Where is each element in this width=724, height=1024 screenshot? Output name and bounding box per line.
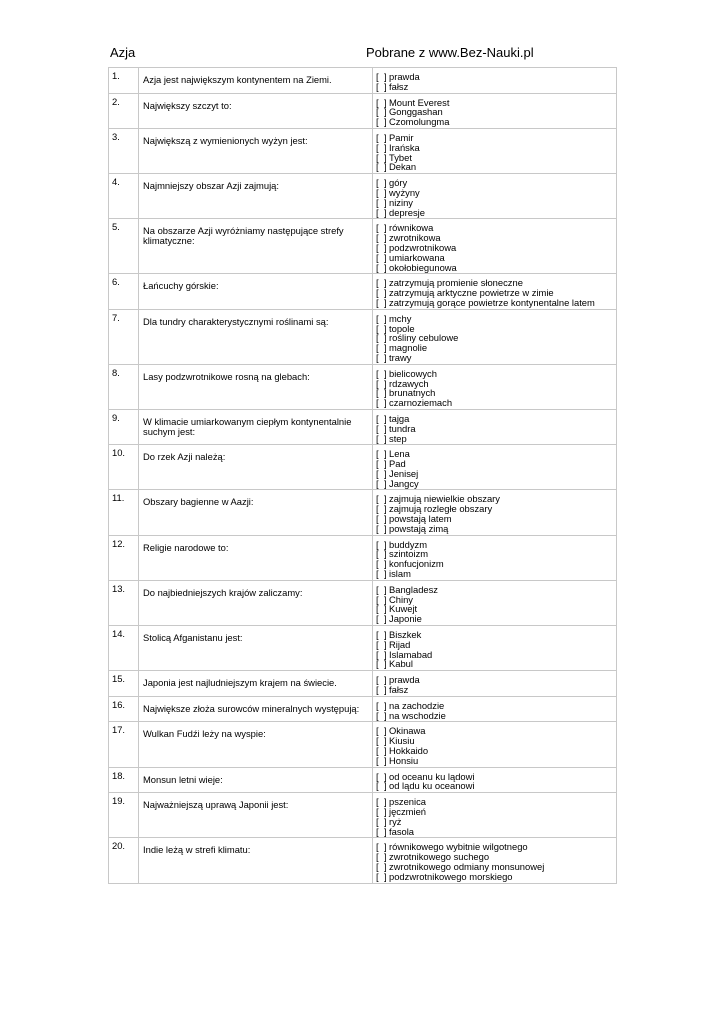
answer-option-label: bielicowych xyxy=(389,367,437,379)
answer-option-label: ryż xyxy=(389,815,402,827)
answer-option-label: umiarkowana xyxy=(389,251,445,263)
answer-option xyxy=(376,82,614,92)
checkbox-brackets[interactable]: [ ] xyxy=(376,131,387,143)
checkbox-brackets[interactable]: [ ] xyxy=(376,367,387,379)
checkbox-brackets[interactable]: [ ] xyxy=(376,296,387,308)
checkbox-brackets[interactable]: [ ] xyxy=(376,71,387,82)
answer-option-label: fasola xyxy=(389,825,415,837)
answer-option xyxy=(376,72,614,82)
answer-option-label: Tybet xyxy=(389,151,412,163)
question-row xyxy=(109,309,617,364)
question-number: 17. xyxy=(109,722,139,767)
checkbox-brackets[interactable]: [ ] xyxy=(376,177,387,189)
answer-option-label: Irańska xyxy=(389,141,420,153)
answer-option xyxy=(376,569,614,579)
answer-options xyxy=(373,580,617,625)
checkbox-brackets[interactable]: [ ] xyxy=(376,422,387,434)
answer-option-label: jęczmień xyxy=(389,806,426,817)
answer-option-label: prawda xyxy=(389,71,420,82)
answer-option-label: Kabul xyxy=(389,658,413,670)
answer-options xyxy=(373,128,617,173)
answer-option xyxy=(376,675,614,685)
checkbox-brackets[interactable]: [ ] xyxy=(376,222,387,234)
answer-option xyxy=(376,685,614,695)
question-text: Łańcuchy górskie: xyxy=(139,274,373,309)
question-number: 14. xyxy=(109,626,139,671)
answer-options xyxy=(373,68,617,94)
answer-option xyxy=(376,434,614,444)
question-row xyxy=(109,219,617,274)
checkbox-brackets[interactable]: [ ] xyxy=(376,684,387,696)
answer-option-label: rdzawych xyxy=(389,377,429,389)
checkbox-brackets[interactable]: [ ] xyxy=(376,467,387,479)
checkbox-brackets[interactable]: [ ] xyxy=(376,448,387,460)
answer-option xyxy=(376,756,614,766)
checkbox-brackets[interactable]: [ ] xyxy=(376,796,387,808)
answer-option-label: Biszkek xyxy=(389,629,422,641)
answer-option-label: Lena xyxy=(389,448,410,460)
answer-options xyxy=(373,445,617,490)
checkbox-brackets[interactable]: [ ] xyxy=(376,674,387,686)
answer-option-label: Czomolungma xyxy=(389,116,450,128)
answer-option-label: Bangladesz xyxy=(389,583,438,595)
question-text: Największy szczyt to: xyxy=(139,93,373,128)
question-number: 18. xyxy=(109,767,139,793)
question-number: 15. xyxy=(109,671,139,697)
checkbox-brackets[interactable]: [ ] xyxy=(376,116,387,128)
question-row xyxy=(109,128,617,173)
answer-option-label: trawy xyxy=(389,351,412,363)
answer-option-label: zatrzymują promienie słoneczne xyxy=(389,277,523,289)
question-number: 7. xyxy=(109,309,139,364)
answer-option-label: od oceanu ku lądowi xyxy=(389,770,475,782)
answer-option-label: Mount Everest xyxy=(389,96,450,108)
checkbox-brackets[interactable]: [ ] xyxy=(376,841,387,853)
question-text: Najmniejszy obszar Azji zajmują: xyxy=(139,174,373,219)
answer-option-label: okołobiegunowa xyxy=(389,261,457,273)
checkbox-brackets[interactable]: [ ] xyxy=(376,151,387,163)
source-label: Pobrane z www.Bez-Nauki.pl xyxy=(366,45,534,60)
question-text: Azja jest największym kontynentem na Ziemi. xyxy=(139,68,373,94)
checkbox-brackets[interactable]: [ ] xyxy=(376,397,387,409)
answer-option-label: Gonggashan xyxy=(389,106,443,118)
answer-option-label: Pad xyxy=(389,458,406,470)
question-number: 3. xyxy=(109,128,139,173)
answer-option-label: Dekan xyxy=(389,161,417,173)
answer-option-label: Okinawa xyxy=(389,725,426,737)
answer-option-label: Hokkaido xyxy=(389,745,429,757)
answer-option-label: Pamir xyxy=(389,131,414,143)
checkbox-brackets[interactable]: [ ] xyxy=(376,725,387,737)
answer-option-label: równikowego wybitnie wilgotnego xyxy=(389,841,528,853)
answer-option xyxy=(376,614,614,624)
checkbox-brackets[interactable]: [ ] xyxy=(376,603,387,615)
checkbox-brackets[interactable]: [ ] xyxy=(376,815,387,827)
checkbox-brackets[interactable]: [ ] xyxy=(376,754,387,766)
answer-option-label: na zachodzie xyxy=(389,699,445,711)
question-row xyxy=(109,535,617,580)
answer-options xyxy=(373,409,617,444)
question-row xyxy=(109,274,617,309)
quiz-table xyxy=(108,67,617,884)
question-text: Do rzek Azji należą: xyxy=(139,445,373,490)
checkbox-brackets[interactable]: [ ] xyxy=(376,322,387,334)
answer-options xyxy=(373,767,617,793)
question-row xyxy=(109,68,617,94)
checkbox-brackets[interactable]: [ ] xyxy=(376,342,387,354)
page-header xyxy=(110,45,610,67)
checkbox-brackets[interactable]: [ ] xyxy=(376,477,387,489)
answer-options xyxy=(373,626,617,671)
question-row xyxy=(109,445,617,490)
answer-option-label: rośliny cebulowe xyxy=(389,332,459,344)
answer-option xyxy=(376,162,614,172)
checkbox-brackets[interactable]: [ ] xyxy=(376,251,387,263)
checkbox-brackets[interactable]: [ ] xyxy=(376,522,387,534)
answer-option-label: mchy xyxy=(389,312,412,324)
answer-option-label: magnolie xyxy=(389,342,428,354)
answer-option-label: Kiusiu xyxy=(389,735,415,747)
checkbox-brackets[interactable]: [ ] xyxy=(376,503,387,515)
answer-options xyxy=(373,274,617,309)
checkbox-brackets[interactable]: [ ] xyxy=(376,458,387,470)
answer-option-label: tundra xyxy=(389,422,416,434)
answer-option xyxy=(376,263,614,273)
answer-options xyxy=(373,174,617,219)
checkbox-brackets[interactable]: [ ] xyxy=(376,548,387,560)
checkbox-brackets[interactable]: [ ] xyxy=(376,780,387,792)
question-number: 11. xyxy=(109,490,139,535)
answer-option-label: step xyxy=(389,432,407,444)
checkbox-brackets[interactable]: [ ] xyxy=(376,432,387,444)
answer-option-label: podzwrotnikowego morskiego xyxy=(389,870,513,882)
answer-option-label: zatrzymują arktyczne powietrze w zimie xyxy=(389,287,554,299)
answer-option xyxy=(376,827,614,837)
answer-option xyxy=(376,781,614,791)
checkbox-brackets[interactable]: [ ] xyxy=(376,161,387,173)
question-row xyxy=(109,671,617,697)
answer-option-label: Japonie xyxy=(389,613,422,625)
answer-option xyxy=(376,559,614,569)
question-text: Lasy podzwrotnikowe rosną na glebach: xyxy=(139,364,373,409)
answer-options xyxy=(373,696,617,722)
checkbox-brackets[interactable]: [ ] xyxy=(376,558,387,570)
answer-option xyxy=(376,479,614,489)
answer-option-label: powstają zimą xyxy=(389,522,449,534)
answer-option-label: Chiny xyxy=(389,593,413,605)
question-number: 4. xyxy=(109,174,139,219)
checkbox-brackets[interactable]: [ ] xyxy=(376,851,387,863)
answer-option xyxy=(376,659,614,669)
question-text: Indie leżą w strefi klimatu: xyxy=(139,838,373,883)
checkbox-brackets[interactable]: [ ] xyxy=(376,699,387,711)
question-number: 1. xyxy=(109,68,139,94)
answer-option-label: wyżyny xyxy=(389,186,420,198)
checkbox-brackets[interactable]: [ ] xyxy=(376,96,387,108)
answer-option xyxy=(376,343,614,353)
checkbox-brackets[interactable]: [ ] xyxy=(376,206,387,218)
answer-option-label: Jangcy xyxy=(389,477,419,489)
checkbox-brackets[interactable]: [ ] xyxy=(376,141,387,153)
answer-option-label: pszenica xyxy=(389,796,427,808)
question-row xyxy=(109,722,617,767)
answer-options xyxy=(373,309,617,364)
checkbox-brackets[interactable]: [ ] xyxy=(376,860,387,872)
question-row xyxy=(109,93,617,128)
checkbox-brackets[interactable]: [ ] xyxy=(376,568,387,580)
answer-option-label: Honsiu xyxy=(389,754,419,766)
answer-option-label: zwrotnikowego suchego xyxy=(389,851,490,863)
checkbox-brackets[interactable]: [ ] xyxy=(376,825,387,837)
question-row xyxy=(109,174,617,219)
question-number: 6. xyxy=(109,274,139,309)
question-text: Najważniejszą uprawą Japonii jest: xyxy=(139,793,373,838)
answer-option xyxy=(376,117,614,127)
answer-option-label: niziny xyxy=(389,196,413,208)
answer-option-label: od lądu ku oceanowi xyxy=(389,780,475,792)
question-number: 8. xyxy=(109,364,139,409)
answer-option-label: Rijad xyxy=(389,638,411,650)
answer-options xyxy=(373,93,617,128)
question-row xyxy=(109,364,617,409)
answer-option xyxy=(376,524,614,534)
question-number: 9. xyxy=(109,409,139,444)
question-number: 2. xyxy=(109,93,139,128)
answer-option xyxy=(376,424,614,434)
question-number: 13. xyxy=(109,580,139,625)
answer-options xyxy=(373,793,617,838)
question-text: Największe złoża surowców mineralnych występują: xyxy=(139,696,373,722)
checkbox-brackets[interactable]: [ ] xyxy=(376,770,387,782)
question-row xyxy=(109,793,617,838)
checkbox-brackets[interactable]: [ ] xyxy=(376,332,387,344)
checkbox-brackets[interactable]: [ ] xyxy=(376,593,387,605)
checkbox-brackets[interactable]: [ ] xyxy=(376,538,387,550)
checkbox-brackets[interactable]: [ ] xyxy=(376,312,387,324)
checkbox-brackets[interactable]: [ ] xyxy=(376,658,387,670)
question-number: 16. xyxy=(109,696,139,722)
checkbox-brackets[interactable]: [ ] xyxy=(376,613,387,625)
checkbox-brackets[interactable]: [ ] xyxy=(376,261,387,273)
answer-option-label: prawda xyxy=(389,674,420,686)
question-number: 5. xyxy=(109,219,139,274)
answer-options xyxy=(373,722,617,767)
checkbox-brackets[interactable]: [ ] xyxy=(376,232,387,244)
checkbox-brackets[interactable]: [ ] xyxy=(376,196,387,208)
answer-options xyxy=(373,364,617,409)
answer-option xyxy=(376,872,614,882)
checkbox-brackets[interactable]: [ ] xyxy=(376,351,387,363)
answer-option xyxy=(376,711,614,721)
question-row xyxy=(109,626,617,671)
question-row xyxy=(109,490,617,535)
answer-option-label: szintoizm xyxy=(389,548,429,560)
checkbox-brackets[interactable]: [ ] xyxy=(376,806,387,817)
answer-option-label: zwrotnikowego odmiany monsunowej xyxy=(389,860,545,872)
checkbox-brackets[interactable]: [ ] xyxy=(376,80,387,92)
checkbox-brackets[interactable]: [ ] xyxy=(376,638,387,650)
checkbox-brackets[interactable]: [ ] xyxy=(376,870,387,882)
answer-option xyxy=(376,208,614,218)
answer-option xyxy=(376,353,614,363)
question-row xyxy=(109,838,617,883)
question-text: Na obszarze Azji wyróżniamy następujące strefy klimatyczne: xyxy=(139,219,373,274)
answer-option-label: zwrotnikowa xyxy=(389,232,441,244)
question-text: Największą z wymienionych wyżyn jest: xyxy=(139,128,373,173)
question-text: Monsun letni wieje: xyxy=(139,767,373,793)
answer-option-label: Kuwejt xyxy=(389,603,418,615)
answer-option-label: Jenisej xyxy=(389,467,419,479)
answer-option xyxy=(376,630,614,640)
answer-option-label: zatrzymują gorące powietrze kontynentalne latem xyxy=(389,296,595,308)
checkbox-brackets[interactable]: [ ] xyxy=(376,513,387,525)
checkbox-brackets[interactable]: [ ] xyxy=(376,709,387,721)
answer-option-label: równikowa xyxy=(389,222,434,234)
answer-option-label: powstają latem xyxy=(389,513,452,525)
answer-option-label: brunatnych xyxy=(389,387,436,399)
answer-options xyxy=(373,490,617,535)
checkbox-brackets[interactable]: [ ] xyxy=(376,745,387,757)
answer-option-label: depresje xyxy=(389,206,425,218)
answer-option xyxy=(376,398,614,408)
answer-option xyxy=(376,449,614,459)
question-text: W klimacie umiarkowanym ciepłym kontynentalnie suchym jest: xyxy=(139,409,373,444)
checkbox-brackets[interactable]: [ ] xyxy=(376,412,387,424)
answer-option-label: fałsz xyxy=(389,684,409,696)
checkbox-brackets[interactable]: [ ] xyxy=(376,186,387,198)
answer-options xyxy=(373,219,617,274)
question-row xyxy=(109,409,617,444)
answer-options xyxy=(373,838,617,883)
question-text: Do najbiedniejszych krajów zaliczamy: xyxy=(139,580,373,625)
question-number: 10. xyxy=(109,445,139,490)
question-row xyxy=(109,580,617,625)
question-text: Dla tundry charakterystycznymi roślinami są: xyxy=(139,309,373,364)
question-text: Obszary bagienne w Aazji: xyxy=(139,490,373,535)
checkbox-brackets[interactable]: [ ] xyxy=(376,106,387,118)
answer-options xyxy=(373,535,617,580)
checkbox-brackets[interactable]: [ ] xyxy=(376,648,387,660)
answer-option-label: góry xyxy=(389,177,408,189)
page-title: Azja xyxy=(110,45,136,60)
question-row xyxy=(109,767,617,793)
question-text: Stolicą Afganistanu jest: xyxy=(139,626,373,671)
checkbox-brackets[interactable]: [ ] xyxy=(376,387,387,399)
question-number: 12. xyxy=(109,535,139,580)
answer-option-label: konfucjonizm xyxy=(389,558,444,570)
checkbox-brackets[interactable]: [ ] xyxy=(376,583,387,595)
checkbox-brackets[interactable]: [ ] xyxy=(376,287,387,299)
answer-option xyxy=(376,807,614,817)
answer-option-label: islam xyxy=(389,568,411,580)
checkbox-brackets[interactable]: [ ] xyxy=(376,277,387,289)
checkbox-brackets[interactable]: [ ] xyxy=(376,629,387,641)
answer-option-label: topole xyxy=(389,322,415,334)
checkbox-brackets[interactable]: [ ] xyxy=(376,735,387,747)
answer-option xyxy=(376,298,614,308)
question-text: Japonia jest najludniejszym krajem na świecie. xyxy=(139,671,373,697)
question-row xyxy=(109,696,617,722)
checkbox-brackets[interactable]: [ ] xyxy=(376,377,387,389)
answer-option-label: Islamabad xyxy=(389,648,433,660)
answer-option-label: tajga xyxy=(389,412,410,424)
question-text: Religie narodowe to: xyxy=(139,535,373,580)
question-number: 19. xyxy=(109,793,139,838)
checkbox-brackets[interactable]: [ ] xyxy=(376,241,387,253)
question-text: Wulkan Fudźi leży na wyspie: xyxy=(139,722,373,767)
answer-option-label: zajmują rozległe obszary xyxy=(389,503,493,515)
answer-option-label: zajmują niewielkie obszary xyxy=(389,493,500,505)
answer-options xyxy=(373,671,617,697)
answer-option-label: podzwrotnikowa xyxy=(389,241,457,253)
answer-option-label: buddyzm xyxy=(389,538,428,550)
question-number: 20. xyxy=(109,838,139,883)
checkbox-brackets[interactable]: [ ] xyxy=(376,493,387,505)
answer-option-label: czarnoziemach xyxy=(389,397,453,409)
answer-option-label: na wschodzie xyxy=(389,709,446,721)
answer-option-label: fałsz xyxy=(389,80,409,92)
